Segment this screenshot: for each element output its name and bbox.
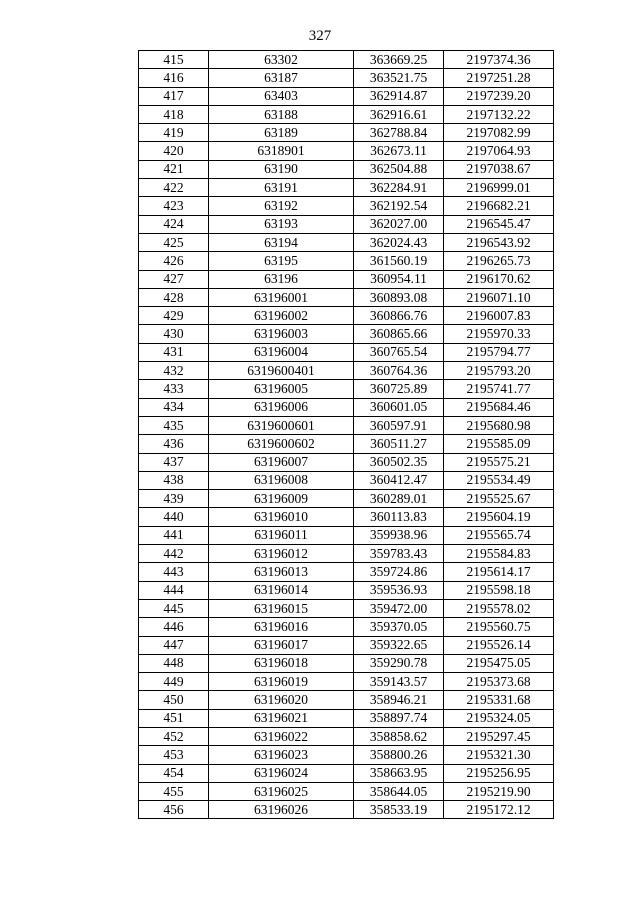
row-index-cell: 423 — [139, 197, 209, 215]
point-id-cell: 63302 — [209, 51, 354, 69]
x-coordinate-cell: 358800.26 — [354, 746, 444, 764]
x-coordinate-cell: 362788.84 — [354, 124, 444, 142]
table-row — [139, 380, 554, 398]
point-id-cell: 63196017 — [209, 636, 354, 654]
x-coordinate-cell: 359143.57 — [354, 673, 444, 691]
y-coordinate-cell: 2195794.77 — [444, 343, 554, 361]
point-id-cell: 63188 — [209, 105, 354, 123]
point-id-cell: 63196025 — [209, 782, 354, 800]
x-coordinate-cell: 360601.05 — [354, 398, 444, 416]
x-coordinate-cell: 360113.83 — [354, 508, 444, 526]
x-coordinate-cell: 360764.36 — [354, 362, 444, 380]
coordinates-table — [138, 50, 554, 819]
row-index-cell: 434 — [139, 398, 209, 416]
row-index-cell: 436 — [139, 435, 209, 453]
table-row — [139, 160, 554, 178]
table-row — [139, 471, 554, 489]
table-row — [139, 801, 554, 819]
row-index-cell: 429 — [139, 307, 209, 325]
x-coordinate-cell: 360725.89 — [354, 380, 444, 398]
table-row — [139, 782, 554, 800]
row-index-cell: 446 — [139, 618, 209, 636]
x-coordinate-cell: 359370.05 — [354, 618, 444, 636]
row-index-cell: 455 — [139, 782, 209, 800]
row-index-cell: 445 — [139, 599, 209, 617]
x-coordinate-cell: 359290.78 — [354, 654, 444, 672]
table-row — [139, 545, 554, 563]
table-row — [139, 87, 554, 105]
x-coordinate-cell: 358533.19 — [354, 801, 444, 819]
point-id-cell: 63196011 — [209, 526, 354, 544]
point-id-cell: 63196022 — [209, 727, 354, 745]
point-id-cell: 63195 — [209, 252, 354, 270]
y-coordinate-cell: 2197132.22 — [444, 105, 554, 123]
table-row — [139, 343, 554, 361]
x-coordinate-cell: 360893.08 — [354, 288, 444, 306]
y-coordinate-cell: 2195578.02 — [444, 599, 554, 617]
page-number: 327 — [308, 28, 332, 44]
x-coordinate-cell: 360412.47 — [354, 471, 444, 489]
y-coordinate-cell: 2195297.45 — [444, 727, 554, 745]
x-coordinate-cell: 360502.35 — [354, 453, 444, 471]
y-coordinate-cell: 2195331.68 — [444, 691, 554, 709]
table-row — [139, 69, 554, 87]
x-coordinate-cell: 359472.00 — [354, 599, 444, 617]
row-index-cell: 416 — [139, 69, 209, 87]
x-coordinate-cell: 362673.11 — [354, 142, 444, 160]
y-coordinate-cell: 2196007.83 — [444, 307, 554, 325]
coordinates-table-body — [139, 51, 554, 819]
point-id-cell: 63196019 — [209, 673, 354, 691]
row-index-cell: 449 — [139, 673, 209, 691]
y-coordinate-cell: 2195614.17 — [444, 563, 554, 581]
y-coordinate-cell: 2195172.12 — [444, 801, 554, 819]
point-id-cell: 63196012 — [209, 545, 354, 563]
table-row — [139, 416, 554, 434]
y-coordinate-cell: 2196265.73 — [444, 252, 554, 270]
y-coordinate-cell: 2195526.14 — [444, 636, 554, 654]
table-row — [139, 398, 554, 416]
row-index-cell: 453 — [139, 746, 209, 764]
point-id-cell: 63190 — [209, 160, 354, 178]
table-row — [139, 252, 554, 270]
point-id-cell: 63196008 — [209, 471, 354, 489]
y-coordinate-cell: 2195575.21 — [444, 453, 554, 471]
point-id-cell: 63196003 — [209, 325, 354, 343]
point-id-cell: 63196018 — [209, 654, 354, 672]
x-coordinate-cell: 362916.61 — [354, 105, 444, 123]
table-row — [139, 142, 554, 160]
point-id-cell: 63196015 — [209, 599, 354, 617]
y-coordinate-cell: 2195565.74 — [444, 526, 554, 544]
row-index-cell: 448 — [139, 654, 209, 672]
point-id-cell: 63196010 — [209, 508, 354, 526]
y-coordinate-cell: 2197239.20 — [444, 87, 554, 105]
table-row — [139, 654, 554, 672]
point-id-cell: 63189 — [209, 124, 354, 142]
y-coordinate-cell: 2197064.93 — [444, 142, 554, 160]
point-id-cell: 63196009 — [209, 490, 354, 508]
row-index-cell: 444 — [139, 581, 209, 599]
row-index-cell: 428 — [139, 288, 209, 306]
x-coordinate-cell: 359783.43 — [354, 545, 444, 563]
y-coordinate-cell: 2195324.05 — [444, 709, 554, 727]
point-id-cell: 63193 — [209, 215, 354, 233]
table-row — [139, 435, 554, 453]
point-id-cell: 63196016 — [209, 618, 354, 636]
point-id-cell: 63196006 — [209, 398, 354, 416]
row-index-cell: 454 — [139, 764, 209, 782]
table-row — [139, 490, 554, 508]
point-id-cell: 63194 — [209, 233, 354, 251]
row-index-cell: 415 — [139, 51, 209, 69]
row-index-cell: 441 — [139, 526, 209, 544]
row-index-cell: 439 — [139, 490, 209, 508]
y-coordinate-cell: 2197038.67 — [444, 160, 554, 178]
point-id-cell: 63196014 — [209, 581, 354, 599]
table-row — [139, 288, 554, 306]
table-row — [139, 124, 554, 142]
point-id-cell: 63192 — [209, 197, 354, 215]
row-index-cell: 431 — [139, 343, 209, 361]
point-id-cell: 63196020 — [209, 691, 354, 709]
y-coordinate-cell: 2196682.21 — [444, 197, 554, 215]
row-index-cell: 437 — [139, 453, 209, 471]
point-id-cell: 63196004 — [209, 343, 354, 361]
table-row — [139, 453, 554, 471]
table-row — [139, 105, 554, 123]
point-id-cell: 63196 — [209, 270, 354, 288]
x-coordinate-cell: 363521.75 — [354, 69, 444, 87]
y-coordinate-cell: 2195741.77 — [444, 380, 554, 398]
point-id-cell: 6319600602 — [209, 435, 354, 453]
x-coordinate-cell: 360866.76 — [354, 307, 444, 325]
y-coordinate-cell: 2195584.83 — [444, 545, 554, 563]
x-coordinate-cell: 362192.54 — [354, 197, 444, 215]
row-index-cell: 432 — [139, 362, 209, 380]
x-coordinate-cell: 359938.96 — [354, 526, 444, 544]
y-coordinate-cell: 2195373.68 — [444, 673, 554, 691]
x-coordinate-cell: 358858.62 — [354, 727, 444, 745]
x-coordinate-cell: 359724.86 — [354, 563, 444, 581]
table-row — [139, 764, 554, 782]
point-id-cell: 63196023 — [209, 746, 354, 764]
table-row — [139, 599, 554, 617]
y-coordinate-cell: 2196999.01 — [444, 179, 554, 197]
row-index-cell: 425 — [139, 233, 209, 251]
point-id-cell: 63196024 — [209, 764, 354, 782]
row-index-cell: 451 — [139, 709, 209, 727]
y-coordinate-cell: 2196545.47 — [444, 215, 554, 233]
x-coordinate-cell: 358644.05 — [354, 782, 444, 800]
y-coordinate-cell: 2195598.18 — [444, 581, 554, 599]
row-index-cell: 417 — [139, 87, 209, 105]
row-index-cell: 421 — [139, 160, 209, 178]
point-id-cell: 63196026 — [209, 801, 354, 819]
x-coordinate-cell: 363669.25 — [354, 51, 444, 69]
table-row — [139, 581, 554, 599]
y-coordinate-cell: 2196071.10 — [444, 288, 554, 306]
x-coordinate-cell: 358663.95 — [354, 764, 444, 782]
point-id-cell: 6319600401 — [209, 362, 354, 380]
table-row — [139, 709, 554, 727]
row-index-cell: 435 — [139, 416, 209, 434]
table-row — [139, 179, 554, 197]
point-id-cell: 63191 — [209, 179, 354, 197]
row-index-cell: 419 — [139, 124, 209, 142]
table-row — [139, 307, 554, 325]
row-index-cell: 427 — [139, 270, 209, 288]
x-coordinate-cell: 361560.19 — [354, 252, 444, 270]
y-coordinate-cell: 2195256.95 — [444, 764, 554, 782]
table-row — [139, 362, 554, 380]
row-index-cell: 447 — [139, 636, 209, 654]
x-coordinate-cell: 358897.74 — [354, 709, 444, 727]
y-coordinate-cell: 2195525.67 — [444, 490, 554, 508]
point-id-cell: 63196007 — [209, 453, 354, 471]
y-coordinate-cell: 2196170.62 — [444, 270, 554, 288]
point-id-cell: 63196005 — [209, 380, 354, 398]
point-id-cell: 6319600601 — [209, 416, 354, 434]
y-coordinate-cell: 2195475.05 — [444, 654, 554, 672]
x-coordinate-cell: 359322.65 — [354, 636, 444, 654]
point-id-cell: 63196001 — [209, 288, 354, 306]
table-row — [139, 270, 554, 288]
x-coordinate-cell: 360865.66 — [354, 325, 444, 343]
table-row — [139, 508, 554, 526]
table-row — [139, 233, 554, 251]
row-index-cell: 418 — [139, 105, 209, 123]
table-row — [139, 636, 554, 654]
y-coordinate-cell: 2195793.20 — [444, 362, 554, 380]
table-row — [139, 691, 554, 709]
x-coordinate-cell: 360511.27 — [354, 435, 444, 453]
row-index-cell: 438 — [139, 471, 209, 489]
point-id-cell: 63403 — [209, 87, 354, 105]
y-coordinate-cell: 2195680.98 — [444, 416, 554, 434]
y-coordinate-cell: 2196543.92 — [444, 233, 554, 251]
table-row — [139, 563, 554, 581]
x-coordinate-cell: 360289.01 — [354, 490, 444, 508]
row-index-cell: 452 — [139, 727, 209, 745]
table-row — [139, 746, 554, 764]
y-coordinate-cell: 2197374.36 — [444, 51, 554, 69]
point-id-cell: 63187 — [209, 69, 354, 87]
x-coordinate-cell: 362504.88 — [354, 160, 444, 178]
table-row — [139, 618, 554, 636]
table-row — [139, 215, 554, 233]
row-index-cell: 430 — [139, 325, 209, 343]
y-coordinate-cell: 2197082.99 — [444, 124, 554, 142]
x-coordinate-cell: 358946.21 — [354, 691, 444, 709]
y-coordinate-cell: 2195534.49 — [444, 471, 554, 489]
point-id-cell: 63196021 — [209, 709, 354, 727]
y-coordinate-cell: 2195560.75 — [444, 618, 554, 636]
table-row — [139, 325, 554, 343]
point-id-cell: 63196002 — [209, 307, 354, 325]
x-coordinate-cell: 360765.54 — [354, 343, 444, 361]
y-coordinate-cell: 2195604.19 — [444, 508, 554, 526]
table-row — [139, 673, 554, 691]
x-coordinate-cell: 362284.91 — [354, 179, 444, 197]
row-index-cell: 443 — [139, 563, 209, 581]
table-row — [139, 197, 554, 215]
table-row — [139, 526, 554, 544]
row-index-cell: 450 — [139, 691, 209, 709]
row-index-cell: 424 — [139, 215, 209, 233]
y-coordinate-cell: 2195970.33 — [444, 325, 554, 343]
point-id-cell: 6318901 — [209, 142, 354, 160]
row-index-cell: 433 — [139, 380, 209, 398]
x-coordinate-cell: 362027.00 — [354, 215, 444, 233]
row-index-cell: 422 — [139, 179, 209, 197]
x-coordinate-cell: 360954.11 — [354, 270, 444, 288]
x-coordinate-cell: 360597.91 — [354, 416, 444, 434]
row-index-cell: 420 — [139, 142, 209, 160]
x-coordinate-cell: 362024.43 — [354, 233, 444, 251]
row-index-cell: 456 — [139, 801, 209, 819]
point-id-cell: 63196013 — [209, 563, 354, 581]
y-coordinate-cell: 2197251.28 — [444, 69, 554, 87]
x-coordinate-cell: 362914.87 — [354, 87, 444, 105]
row-index-cell: 426 — [139, 252, 209, 270]
row-index-cell: 440 — [139, 508, 209, 526]
y-coordinate-cell: 2195684.46 — [444, 398, 554, 416]
y-coordinate-cell: 2195585.09 — [444, 435, 554, 453]
row-index-cell: 442 — [139, 545, 209, 563]
table-row — [139, 51, 554, 69]
x-coordinate-cell: 359536.93 — [354, 581, 444, 599]
y-coordinate-cell: 2195219.90 — [444, 782, 554, 800]
y-coordinate-cell: 2195321.30 — [444, 746, 554, 764]
table-row — [139, 727, 554, 745]
